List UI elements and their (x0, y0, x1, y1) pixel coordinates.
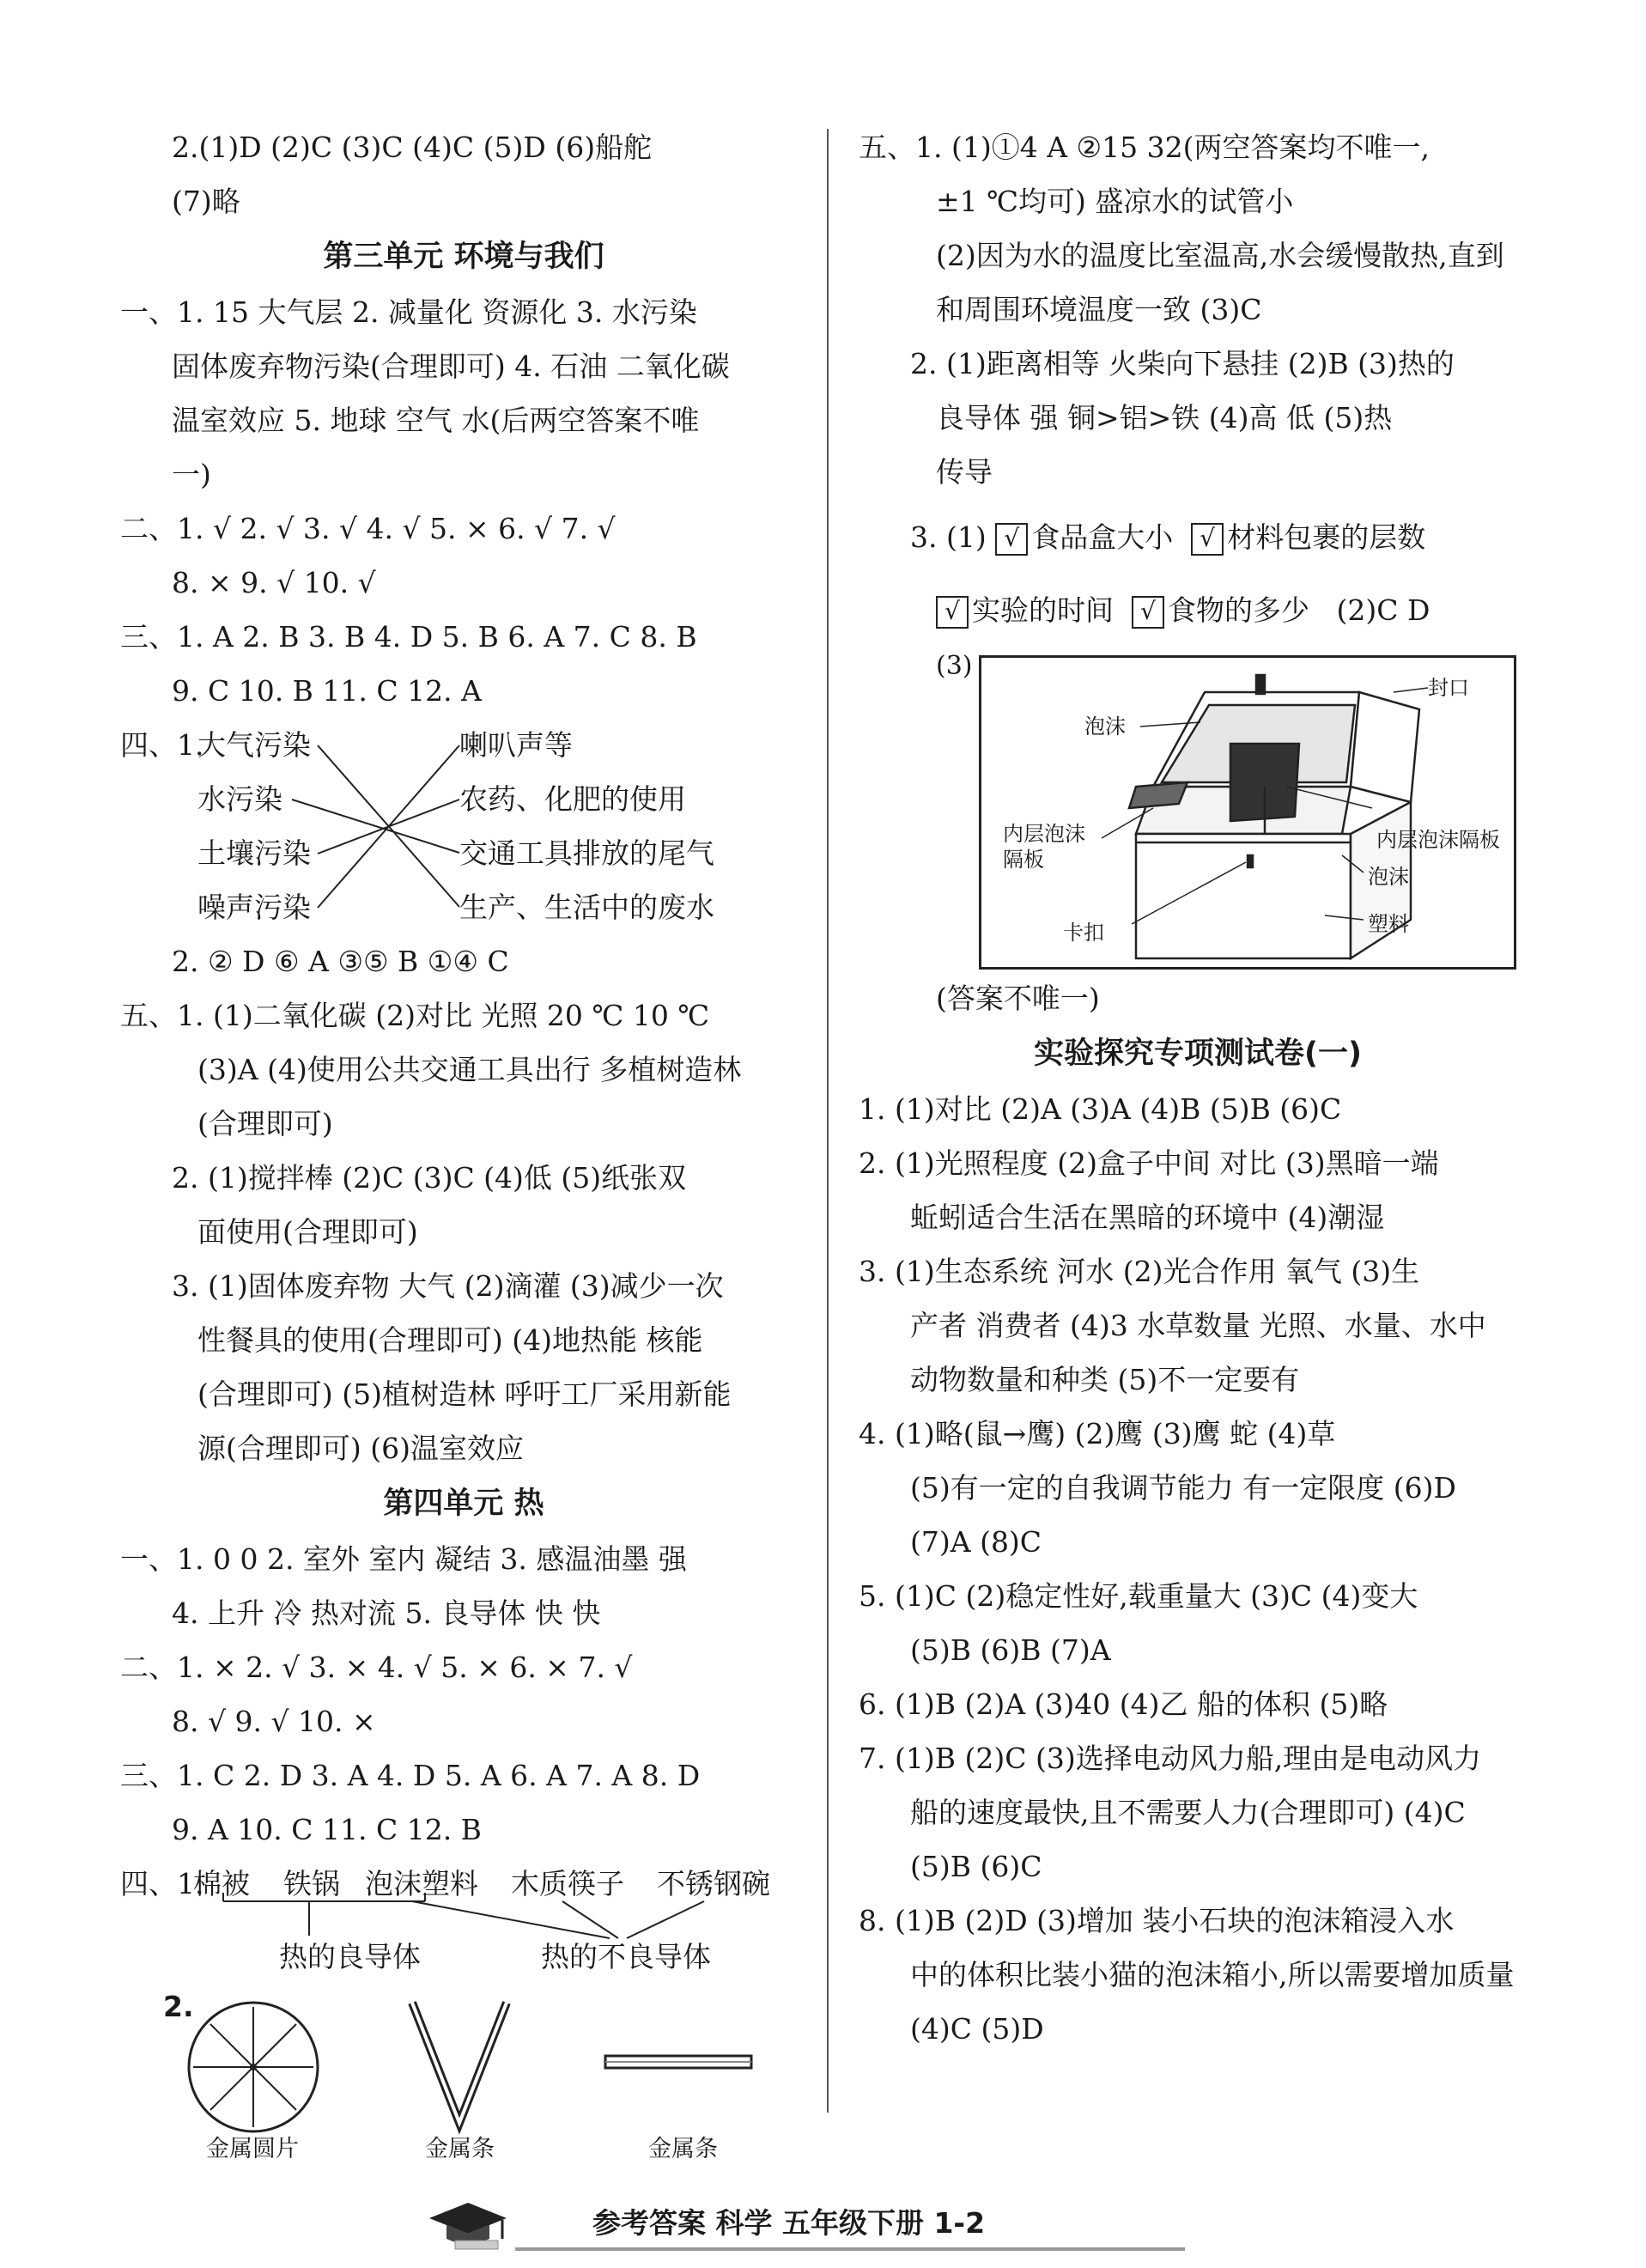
answer-line: 固体废弃物污染(合理即可) 4. 石油 二氧化碳 (172, 350, 730, 383)
answer-line: 2. (1)搅拌棒 (2)C (3)C (4)低 (5)纸张双 (172, 1161, 687, 1195)
match-right-item: 农药、化肥的使用 (459, 782, 686, 816)
checkbox-label: 食品盒大小 (1031, 520, 1174, 554)
answer-line: 温室效应 5. 地球 空气 水(后两空答案不唯 (172, 404, 700, 437)
checkbox-row (859, 499, 1537, 576)
figure-label: 金属条 (425, 2136, 495, 2162)
answer-line: 4. 上升 冷 热对流 5. 良导体 快 快 (172, 1596, 601, 1630)
material-item: 不锈钢碗 (657, 1867, 770, 1900)
box-label-inner-partition: 内层泡沫隔板 (1376, 828, 1500, 852)
answer-line: (合理即可) (5)植树造林 呼吁工厂采用新能 (197, 1377, 732, 1411)
right-column (859, 120, 1537, 2056)
answer-line: 6. (1)B (2)A (3)40 (4)乙 船的体积 (5)略 (859, 1687, 1388, 1721)
answer-line: 性餐具的使用(合理即可) (4)地热能 核能 (197, 1323, 703, 1357)
answer-line: 8. √ 9. √ 10. × (172, 1705, 376, 1738)
box-label-foam-2: 泡沫 (1368, 865, 1409, 889)
answer-note: (答案不唯一) (936, 982, 1100, 1015)
checkbox: √ (936, 596, 969, 629)
answer-line: 一、1. 15 大气层 2. 减量化 资源化 3. 水污染 (120, 295, 697, 329)
diagram-number: (3) (936, 651, 973, 681)
answer-line: 产者 消费者 (4)3 水草数量 光照、水量、水中 (910, 1309, 1486, 1342)
answer-line: 和周围环境温度一致 (3)C (936, 293, 1262, 326)
answer-line: 9. A 10. C 11. C 12. B (172, 1813, 482, 1846)
match-prefix: 四、1. (120, 728, 204, 762)
box-label-plastic: 塑料 (1368, 912, 1409, 936)
answer-line: 船的速度最快,且不需要人力(合理即可) (4)C (910, 1796, 1466, 1829)
match-left-item: 水污染 (197, 782, 282, 816)
match-left-item: 土壤污染 (197, 836, 311, 870)
left-column (120, 120, 807, 2174)
answer-line: 蚯蚓适合生活在黑暗的环境中 (4)潮湿 (910, 1201, 1385, 1234)
answer-line: 一) (172, 458, 211, 491)
figure-number: 2. (163, 1990, 194, 2023)
answer-line: (7)A (8)C (910, 1525, 1042, 1559)
checkbox: √ (1191, 523, 1224, 556)
answer-line: 二、1. √ 2. √ 3. √ 4. √ 5. × 6. √ 7. √ (120, 512, 616, 545)
answer-line: (5)B (6)C (910, 1850, 1042, 1883)
material-prefix: 四、1. (120, 1867, 204, 1900)
material-item: 铁锅 (283, 1867, 340, 1900)
material-item: 木质筷子 (511, 1867, 624, 1900)
answer-line: (合理即可) (197, 1107, 333, 1140)
material-classification (120, 1857, 807, 1985)
checkbox-label: 实验的时间 (972, 593, 1114, 627)
answer-line: 3. (1)生态系统 河水 (2)光合作用 氧气 (3)生 (859, 1255, 1420, 1288)
experiment-test-heading: 实验探究专项测试卷(一) (1034, 1037, 1362, 1071)
insulated-box-diagram (859, 645, 1537, 971)
answer-line: 动物数量和种类 (5)不一定要有 (910, 1363, 1300, 1396)
answer-line: 2. (1)距离相等 火柴向下悬挂 (2)B (3)热的 (910, 347, 1455, 380)
material-item: 棉被 (193, 1867, 250, 1900)
answer-line: (3)A (4)使用公共交通工具出行 多植树造林 (197, 1053, 742, 1086)
matching-diagram (120, 718, 807, 934)
answer-line: 8. × 9. √ 10. √ (172, 566, 376, 599)
checkbox: √ (995, 523, 1028, 556)
answer-line: 面使用(合理即可) (197, 1215, 418, 1249)
answer-line: (2)因为水的温度比室温高,水会缓慢散热,直到 (936, 239, 1504, 272)
checkbox: √ (1132, 596, 1164, 629)
match-lines (120, 718, 807, 934)
material-item: 泡沫塑料 (365, 1867, 478, 1900)
match-left-item: 大气污染 (197, 728, 311, 762)
answer-line: 一、1. 0 0 2. 室外 室内 凝结 3. 感温油墨 强 (120, 1542, 687, 1576)
answer-line: 五、1. (1)二氧化碳 (2)对比 光照 20 ℃ 10 ℃ (120, 999, 710, 1032)
answer-line: 二、1. × 2. √ 3. × 4. √ 5. × 6. × 7. √ (120, 1651, 633, 1684)
match-right-item: 交通工具排放的尾气 (459, 836, 714, 870)
diagram-frame (979, 655, 1516, 970)
box-label-inner-foam: 内层泡沫 (1003, 822, 1085, 846)
answer-line: 传导 (936, 455, 993, 489)
answer-line: 1. (1)对比 (2)A (3)A (4)B (5)B (6)C (859, 1092, 1342, 1126)
box-label-partition: 隔板 (1003, 848, 1044, 872)
answer-line: ±1 ℃均可) 盛凉水的试管小 (936, 185, 1294, 218)
insulator-link (627, 1901, 704, 1938)
straight-metal-strip-figure (601, 2046, 756, 2080)
question-number: 3. (1) (910, 520, 987, 554)
match-left-item: 噪声污染 (197, 891, 311, 924)
metal-disc-figure (180, 1994, 326, 2140)
graduation-cap-icon (421, 2194, 515, 2254)
answer-line: (5)B (6)B (7)A (910, 1633, 1111, 1667)
unit3-heading: 第三单元 环境与我们 (323, 240, 604, 274)
answer-line: 3. (1)固体废弃物 大气 (2)滴灌 (3)减少一次 (172, 1269, 724, 1303)
answer-line: 4. (1)略(鼠→鹰) (2)鹰 (3)鹰 蛇 (4)草 (859, 1417, 1336, 1450)
answer-line: 良导体 强 铜>铝>铁 (4)高 低 (5)热 (936, 401, 1393, 435)
column-divider (827, 129, 829, 2113)
answer-line: 三、1. C 2. D 3. A 4. D 5. A 6. A 7. A 8. D (120, 1759, 701, 1792)
answer-line: 9. C 10. B 11. C 12. A (172, 674, 482, 708)
box-label-foam: 泡沫 (1084, 714, 1126, 739)
answer-line: 2. ② D ⑥ A ③⑤ B ①④ C (172, 945, 509, 978)
checkbox-row (859, 576, 1537, 645)
box-drawing (981, 658, 1514, 967)
unit4-heading: 第四单元 热 (383, 1487, 544, 1521)
answer-line: 2. (1)光照程度 (2)盒子中间 对比 (3)黑暗一端 (859, 1146, 1439, 1180)
answer-line: 源(合理即可) (6)温室效应 (197, 1432, 524, 1465)
answer-line: (7)略 (172, 185, 240, 218)
answer-line: 中的体积比装小猫的泡沫箱小,所以需要增加质量 (910, 1958, 1515, 1991)
figure-label: 金属圆片 (206, 2136, 299, 2162)
answer-line: 8. (1)B (2)D (3)增加 装小石块的泡沫箱浸入水 (859, 1904, 1455, 1937)
classification-lines (120, 1857, 807, 1985)
checkbox-label: 食物的多少 (1167, 593, 1309, 627)
checkbox-label: 材料包裹的层数 (1227, 520, 1426, 554)
figure-label: 金属条 (648, 2136, 718, 2162)
answer-line: 7. (1)B (2)C (3)选择电动风力船,理由是电动风力 (859, 1742, 1482, 1775)
answer-line: 三、1. A 2. B 3. B 4. D 5. B 6. A 7. C 8. B (120, 620, 697, 654)
answer-text: (2)C D (1336, 593, 1430, 627)
page-footer (421, 2194, 1236, 2254)
box-label-seal: 封口 (1428, 676, 1469, 700)
insulator-link (562, 1901, 618, 1938)
match-right-item: 喇叭声等 (459, 728, 573, 762)
answer-line: 2.(1)D (2)C (3)C (4)C (5)D (6)船舵 (172, 131, 653, 164)
answer-line: 5. (1)C (2)稳定性好,载重量大 (3)C (4)变大 (859, 1579, 1418, 1613)
match-right-item: 生产、生活中的废水 (459, 891, 714, 924)
footer-text: 参考答案 科学 五年级下册 1-2 (592, 2206, 986, 2240)
box-label-buckle: 卡扣 (1063, 921, 1104, 945)
insulator-label: 热的不良导体 (541, 1940, 711, 1973)
v-metal-strip-figure (404, 1994, 515, 2140)
conductor-label: 热的良导体 (279, 1940, 421, 1973)
answer-line: 五、1. (1)①4 A ②15 32(两空答案均不唯一, (859, 131, 1430, 164)
insulator-link (412, 1901, 610, 1938)
answer-line: (4)C (5)D (910, 2012, 1044, 2046)
answer-line: (5)有一定的自我调节能力 有一定限度 (6)D (910, 1471, 1456, 1505)
figure-row (120, 1985, 807, 2174)
footer-rule (515, 2247, 1185, 2251)
match-line (292, 800, 459, 853)
